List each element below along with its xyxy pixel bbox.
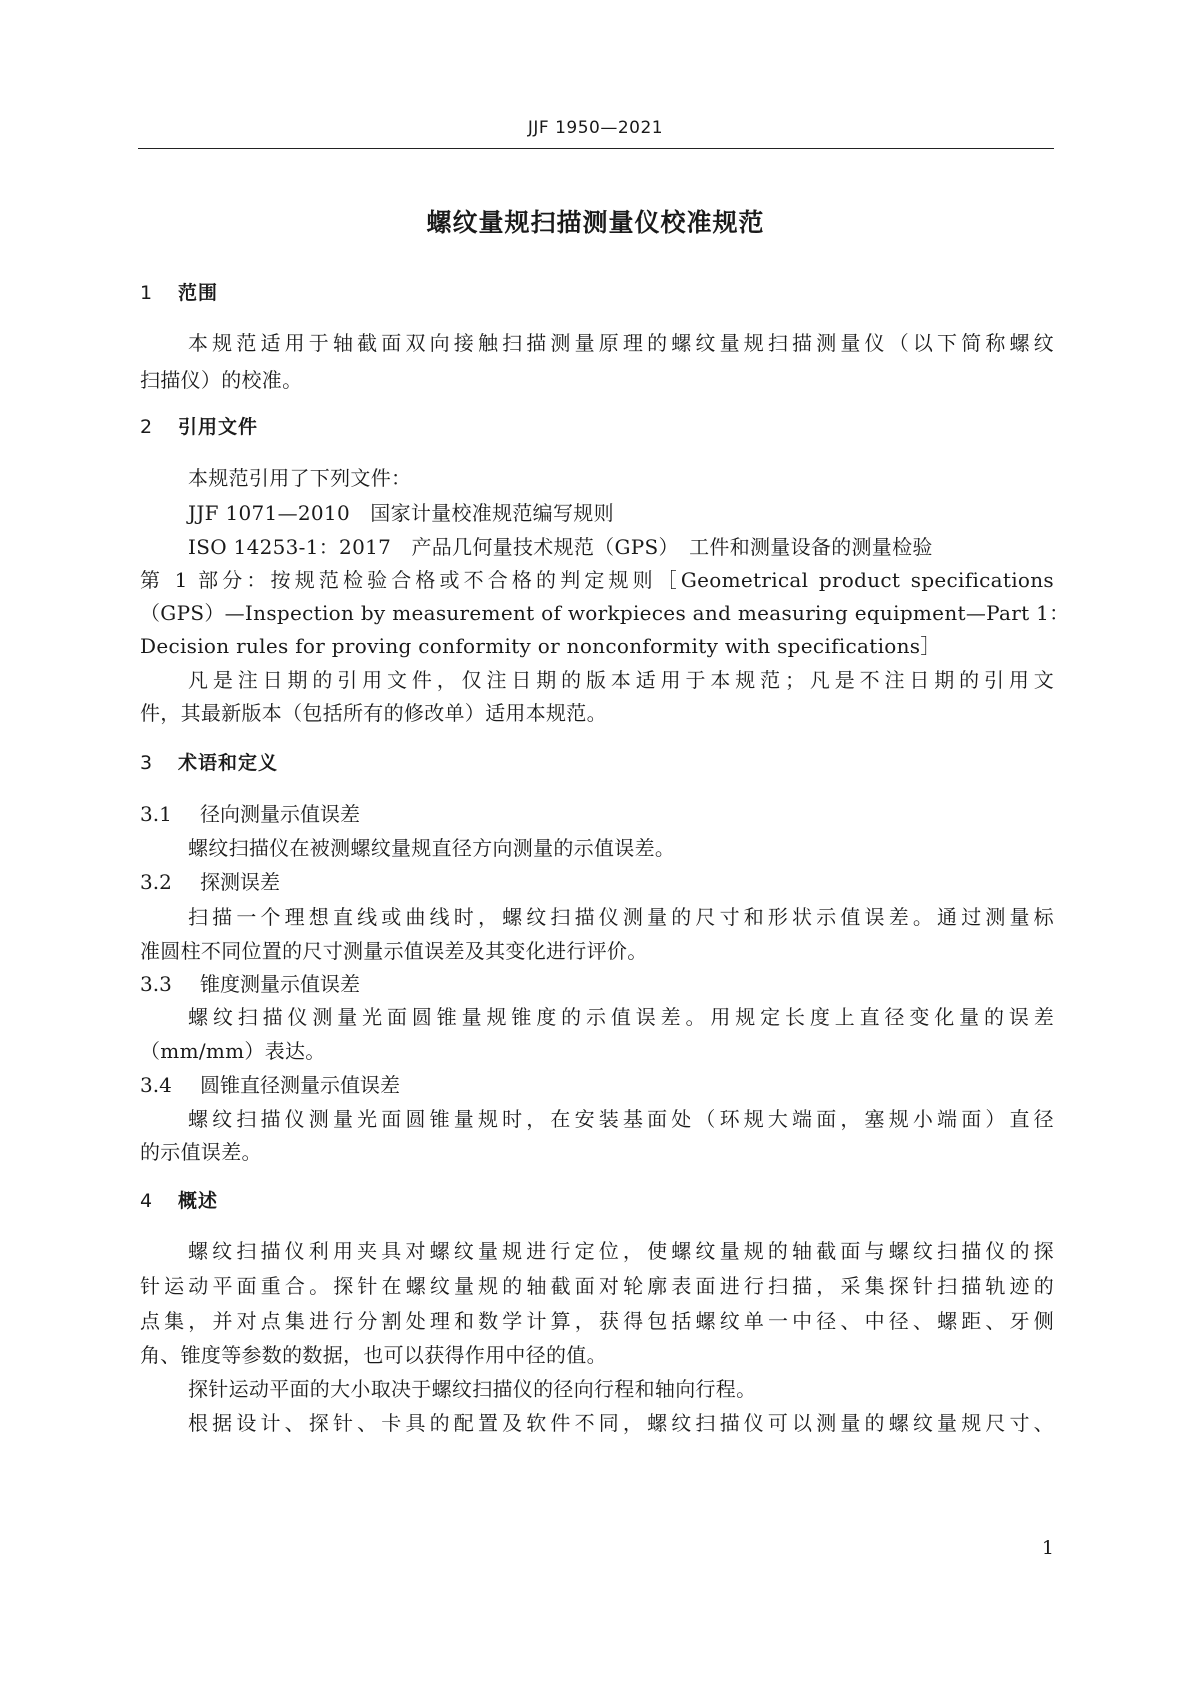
paragraph-line: 螺纹扫描仪在被测螺纹量规直径方向测量的示值误差。	[188, 836, 676, 860]
paragraph-line: 角、锥度等参数的数据，也可以获得作用中径的值。	[140, 1343, 607, 1367]
section-4-number: 4	[140, 1190, 154, 1212]
paragraph-line: Decision rules for proving conformity or nonconformity with specifications］	[140, 634, 941, 658]
paragraph-line: 探针运动平面的大小取决于螺纹扫描仪的径向行程和轴向行程。	[188, 1377, 757, 1401]
section-4-heading	[140, 1186, 218, 1213]
term-label: 径向测量示值误差	[200, 802, 360, 826]
section-3-title: 术语和定义	[178, 752, 279, 774]
section-1-heading	[140, 278, 218, 305]
header-rule	[138, 148, 1054, 149]
term-label: 圆锥直径测量示值误差	[200, 1073, 400, 1097]
term-label: 探测误差	[200, 870, 280, 894]
term-3-1: 3.1 径向测量示值误差	[140, 802, 360, 826]
paragraph-line: 件，其最新版本（包括所有的修改单）适用本规范。	[140, 701, 607, 725]
paragraph-line: 扫描一个理想直线或曲线时，螺纹扫描仪测量的尺寸和形状示值误差。通过测量标	[188, 905, 1054, 929]
paragraph-line: 螺纹扫描仪测量光面圆锥量规时，在安装基面处（环规大端面，塞规小端面）直径	[188, 1107, 1054, 1131]
paragraph-line: （mm/mm）表达。	[140, 1039, 326, 1063]
term-3-4: 3.4 圆锥直径测量示值误差	[140, 1073, 400, 1097]
term-label: 锥度测量示值误差	[200, 972, 360, 996]
section-3-number: 3	[140, 752, 154, 774]
paragraph-line: 本规范适用于轴截面双向接触扫描测量原理的螺纹量规扫描测量仪（以下简称螺纹	[188, 331, 1054, 355]
paragraph-line: 凡是注日期的引用文件，仅注日期的版本适用于本规范；凡是不注日期的引用文	[188, 668, 1054, 692]
section-1-title: 范围	[178, 282, 219, 304]
section-2-number: 2	[140, 416, 154, 438]
paragraph-line: 第 1 部分：按规范检验合格或不合格的判定规则［Geometrical product specifications	[140, 568, 1054, 592]
section-1-number: 1	[140, 282, 154, 304]
term-3-2: 3.2 探测误差	[140, 870, 280, 894]
paragraph-line: 根据设计、探针、卡具的配置及软件不同，螺纹扫描仪可以测量的螺纹量规尺寸、	[188, 1411, 1054, 1435]
section-2-title: 引用文件	[178, 416, 259, 438]
document-title: 螺纹量规扫描测量仪校准规范	[426, 208, 765, 237]
paragraph-line: 准圆柱不同位置的尺寸测量示值误差及其变化进行评价。	[140, 939, 648, 963]
section-2-heading	[140, 412, 258, 439]
paragraph-line: 螺纹扫描仪利用夹具对螺纹量规进行定位，使螺纹量规的轴截面与螺纹扫描仪的探	[188, 1239, 1054, 1263]
header-code: JJF 1950—2021	[527, 118, 664, 138]
paragraph-line: 的示值误差。	[140, 1140, 262, 1164]
paragraph-line: 点集，并对点集进行分割处理和数学计算，获得包括螺纹单一中径、中径、螺距、牙侧	[140, 1309, 1054, 1333]
paragraph-line: 螺纹扫描仪测量光面圆锥量规锥度的示值误差。用规定长度上直径变化量的误差	[188, 1005, 1054, 1029]
reference-jjf-1071: JJF 1071—2010 国家计量校准规范编写规则	[188, 501, 614, 525]
term-3-3: 3.3 锥度测量示值误差	[140, 972, 360, 996]
section-4-title: 概述	[178, 1190, 219, 1212]
paragraph-line: 针运动平面重合。探针在螺纹量规的轴截面对轮廓表面进行扫描，采集探针扫描轨迹的	[140, 1274, 1054, 1298]
section-3-heading	[140, 748, 278, 775]
paragraph-line: （GPS）—Inspection by measurement of workpieces and measuring equipment—Part 1：	[140, 601, 1070, 625]
reference-iso-14253: ISO 14253-1：2017 产品几何量技术规范（GPS） 工件和测量设备的测量检验	[188, 535, 933, 559]
page-number: 1	[1041, 1537, 1054, 1559]
paragraph-line: 扫描仪）的校准。	[140, 368, 303, 392]
paragraph-line: 本规范引用了下列文件：	[188, 466, 412, 490]
